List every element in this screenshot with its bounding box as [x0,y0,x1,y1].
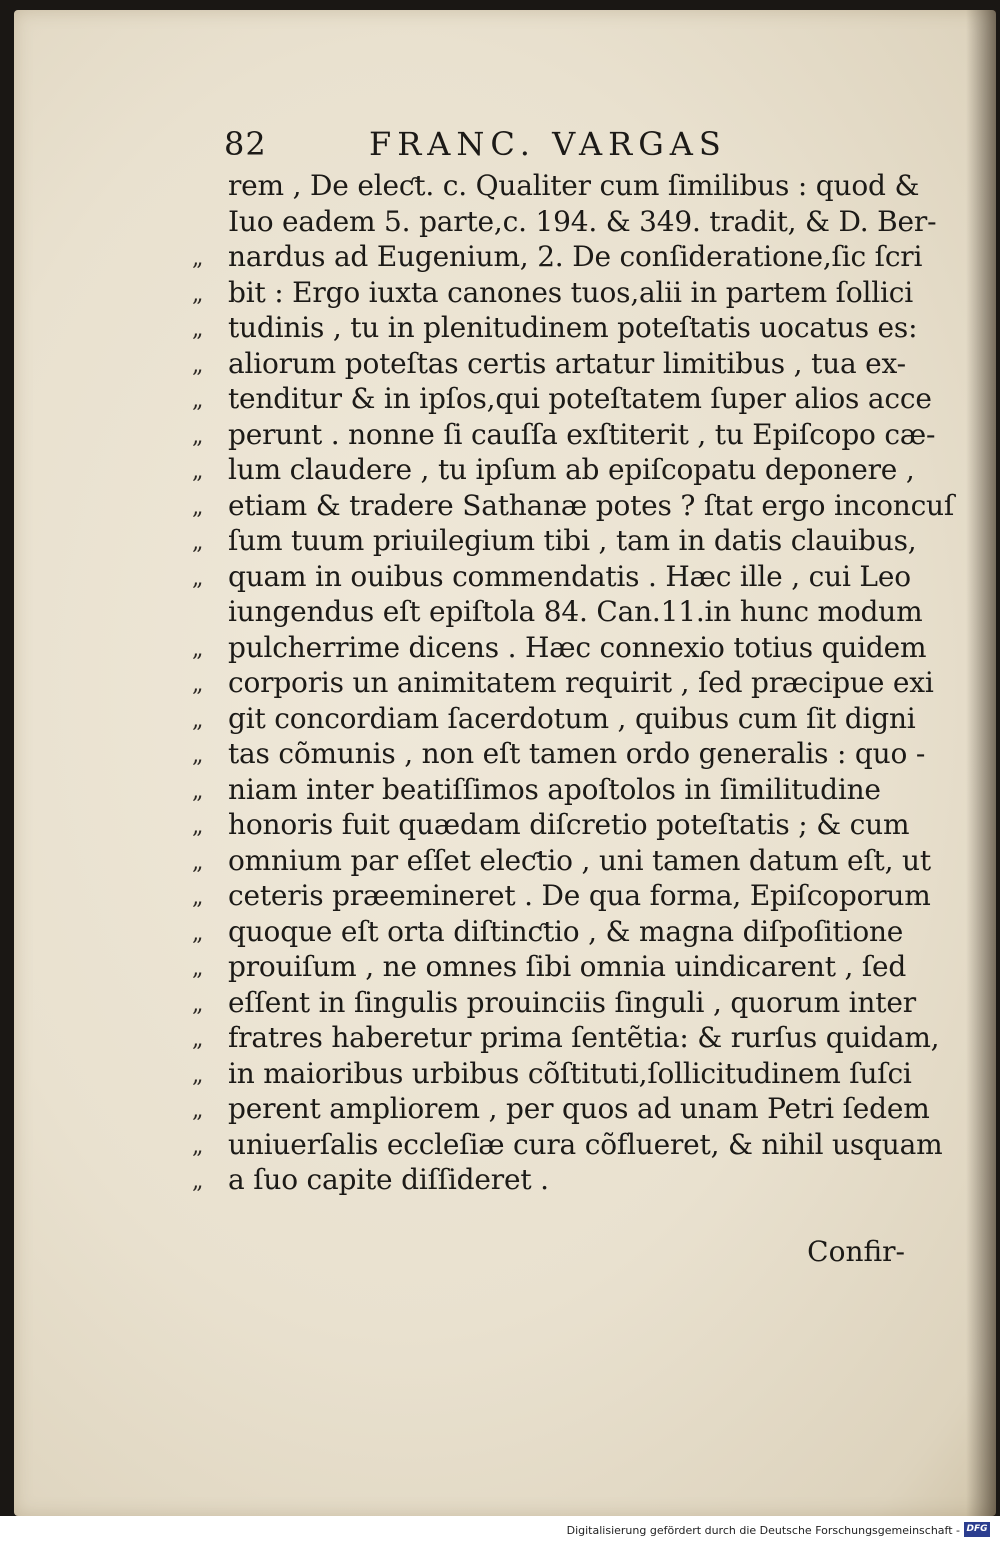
line-text: rem , De eleƈt. c. Qualiter cum ſimilibus : quod & [228,169,920,202]
line-text: nardus ad Eugenium, 2. De conſideratione,ſic ſcri [228,240,923,273]
quotation-marker: „ [192,1062,202,1088]
body-text [192,168,955,1198]
page-header [224,125,784,170]
text-line [192,878,931,914]
line-text: eſſent in ſingulis prouinciis ſinguli , quorum inter [228,985,916,1019]
line-text: bit : Ergo iuxta canones tuos,alii in partem ſollici [228,275,913,309]
quotation-marker: „ [192,246,202,271]
text-line [192,772,912,808]
quotation-marker: „ [192,459,202,484]
quotation-marker: „ [192,1098,202,1123]
quotation-marker: „ [192,849,202,875]
page-number: 82 [224,125,267,163]
line-text: corporis un animitatem requirit , ſed præcipue exi [228,666,934,699]
line-text: fratres haberetur prima ſentẽtia: & rurſus quidam, [228,1021,940,1054]
quotation-marker: „ [192,707,202,733]
text-line [192,914,912,950]
line-text: in maioribus urbibus cõſtituti,ſollicitudinem ſuſci [228,1056,912,1090]
quotation-marker: „ [192,814,202,839]
line-text: pulcherrime dicens . Hæc connexio totius quidem [228,630,927,664]
line-text: quoque eſt orta diſtinƈtio , & magna diſpoſitione [228,914,904,948]
digitization-credit: Digitalisierung gefördert durch die Deutsche Forschungsgemeinschaft - [566,1524,960,1537]
text-line [192,1020,940,1056]
line-text: iungendus eſt epiſtola 84. Can.11.in hunc modum [228,595,923,628]
text-line [192,381,932,417]
quotation-marker: „ [192,1027,202,1052]
line-text: lum claudere , tu ipſum ab epiſcopatu deponere , [228,453,915,486]
quotation-marker: „ [192,530,202,555]
text-line [192,843,931,879]
text-line [192,168,920,204]
quotation-marker: „ [192,423,202,449]
text-line [192,452,915,488]
text-line [192,523,917,559]
line-text: quam in ouibus commendatis . Hæc ille , cui Leo [228,559,911,593]
quotation-marker: „ [192,636,202,662]
line-text: git concordiam ſacerdotum , quibus cum ſit digni [228,701,916,735]
quotation-marker: „ [192,778,202,804]
line-text: aliorum poteſtas certis artatur limitibus , tua ex- [228,346,906,380]
quotation-marker: „ [192,1169,202,1194]
quotation-marker: „ [192,388,202,413]
text-line [192,1056,912,1092]
catchword: Confir- [807,1235,905,1268]
text-line [192,594,923,630]
quotation-marker: „ [192,885,202,910]
text-line [192,630,927,666]
text-line [192,417,936,453]
text-line [192,239,923,275]
quotation-marker: „ [192,672,202,697]
line-text: ſum tuum priuilegium tibi , tam in datis clauibus, [228,524,917,557]
text-line [192,665,934,701]
dfg-logo: DFG [964,1522,990,1537]
quotation-marker: „ [192,920,202,946]
text-line [192,701,916,737]
running-head: FRANC. VARGAS [369,125,727,163]
quotation-marker: „ [192,956,202,981]
text-line [192,204,937,240]
quotation-marker: „ [192,743,202,768]
line-text: a ſuo capite diſſideret . [228,1163,549,1196]
quotation-marker: „ [192,1133,202,1159]
quotation-marker: „ [192,317,202,342]
line-text: perunt . nonne ſi cauſſa exſtiterit , tu Epiſcopo cæ- [228,417,936,451]
quotation-marker: „ [192,565,202,591]
text-line [192,1091,930,1127]
text-line [192,807,912,843]
text-line [192,985,916,1021]
line-text: tudinis , tu in plenitudinem poteſtatis uocatus es: [228,311,918,344]
text-line [192,488,955,524]
quotation-marker: „ [192,991,202,1017]
line-text: etiam & tradere Sathanæ potes ? ſtat ergo inconcuſ [228,488,955,522]
text-line [192,346,912,382]
quotation-marker: „ [192,352,202,378]
text-line [192,736,926,772]
text-line [192,1127,943,1163]
line-text: niam inter beatiſſimos apoſtolos in ſimilitudine [228,772,881,806]
line-text: tas cõmunis , non eſt tamen ordo generalis : quo - [228,737,926,770]
text-line [192,559,912,595]
line-text: uniuerſalis eccleſiæ cura cõflueret, & nihil usquam [228,1127,943,1161]
text-line [192,1162,912,1198]
line-text: ceteris præemineret . De qua forma, Epiſcoporum [228,879,931,912]
line-text: tenditur & in ipſos,qui poteſtatem ſuper alios acce [228,382,932,415]
quotation-marker: „ [192,494,202,520]
line-text: Iuo eadem 5. parte,c. 194. & 349. tradit, & D. Ber- [228,204,937,238]
quotation-marker: „ [192,281,202,307]
line-text: honoris fuit quædam diſcretio poteſtatis ; & cum [228,808,910,841]
text-line [192,310,918,346]
line-text: omnium par eſſet eleƈtio , uni tamen datum eſt, ut [228,843,931,877]
text-line [192,949,912,985]
text-line [192,275,912,311]
line-text: prouiſum , ne omnes ſibi omnia uindicarent , ſed [228,950,907,983]
line-text: perent ampliorem , per quos ad unam Petri ſedem [228,1092,930,1125]
